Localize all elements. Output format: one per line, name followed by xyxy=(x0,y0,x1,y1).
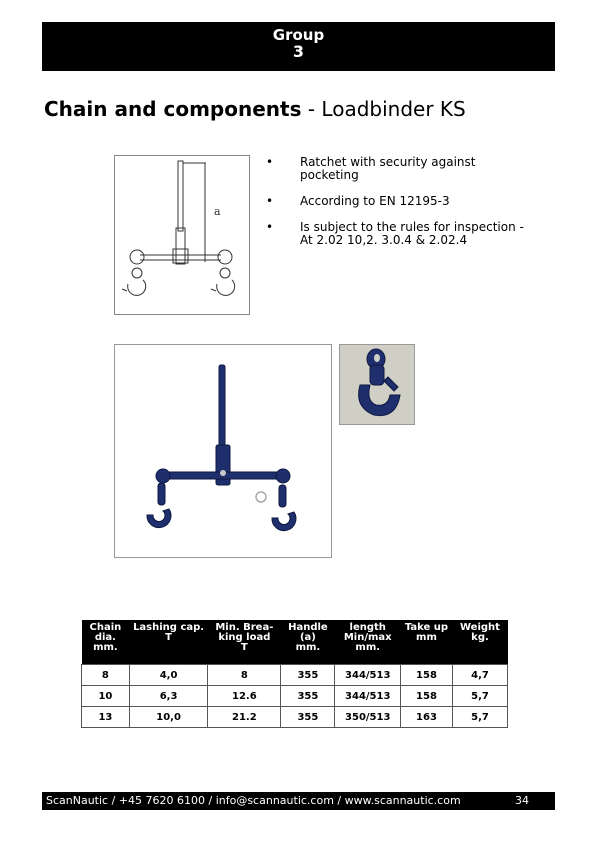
feature-list xyxy=(266,156,526,260)
feature-text: Ratchet with security against pocketing xyxy=(300,155,476,182)
cell-length: 350/513 xyxy=(335,707,401,728)
col-weight: Weight kg. xyxy=(452,620,507,665)
specification-table xyxy=(81,620,508,728)
cell-lashing-cap: 6,3 xyxy=(129,686,208,707)
dimension-label: a xyxy=(214,205,221,218)
loadbinder-photo xyxy=(115,345,331,557)
cell-handle: 355 xyxy=(281,707,335,728)
page-title xyxy=(44,97,466,121)
feature-item xyxy=(266,195,526,208)
bullet: • xyxy=(266,220,274,234)
cell-weight: 5,7 xyxy=(452,707,507,728)
table-header-row xyxy=(82,620,508,665)
group-number: 3 xyxy=(292,42,305,61)
hook-closeup-photo xyxy=(339,344,415,425)
col-take-up: Take up mm xyxy=(401,620,453,665)
table-row xyxy=(82,686,508,707)
hook-photo xyxy=(340,345,414,424)
cell-min-breaking-load: 12.6 xyxy=(208,686,281,707)
feature-text: According to EN 12195-3 xyxy=(300,194,450,208)
cell-chain-dia: 8 xyxy=(82,665,130,686)
table-row xyxy=(82,707,508,728)
group-label: Group xyxy=(272,26,325,44)
feature-text: Is subject to the rules for inspection - At 2.02 10,2. 3.0.4 & 2.02.4 xyxy=(300,220,524,247)
col-lashing-cap: Lashing cap. T xyxy=(129,620,208,665)
col-chain-dia: Chain dia. mm. xyxy=(82,620,130,665)
footer xyxy=(42,792,555,810)
bullet: • xyxy=(266,155,274,169)
cell-min-breaking-load: 8 xyxy=(208,665,281,686)
cell-take-up: 163 xyxy=(401,707,453,728)
page-number: 34 xyxy=(515,794,529,807)
cell-length: 344/513 xyxy=(335,686,401,707)
group-header xyxy=(42,22,555,71)
cell-take-up: 158 xyxy=(401,686,453,707)
cell-handle: 355 xyxy=(281,686,335,707)
feature-item xyxy=(266,156,526,182)
cell-take-up: 158 xyxy=(401,665,453,686)
title-rest: - Loadbinder KS xyxy=(301,97,466,121)
cell-handle: 355 xyxy=(281,665,335,686)
feature-item xyxy=(266,221,526,247)
cell-length: 344/513 xyxy=(335,665,401,686)
technical-drawing xyxy=(114,155,250,315)
cell-chain-dia: 10 xyxy=(82,686,130,707)
cell-chain-dia: 13 xyxy=(82,707,130,728)
loadbinder-drawing xyxy=(115,156,249,314)
table-row xyxy=(82,665,508,686)
cell-lashing-cap: 10,0 xyxy=(129,707,208,728)
product-photo xyxy=(114,344,332,558)
col-min-breaking-load: Min. Brea- king load T xyxy=(208,620,281,665)
col-handle: Handle (a) mm. xyxy=(281,620,335,665)
cell-weight: 5,7 xyxy=(452,686,507,707)
footer-contact: ScanNautic / +45 7620 6100 / info@scannautic.com / www.scannautic.com xyxy=(46,794,461,807)
col-length: length Min/max mm. xyxy=(335,620,401,665)
cell-min-breaking-load: 21.2 xyxy=(208,707,281,728)
cell-weight: 4,7 xyxy=(452,665,507,686)
title-bold: Chain and components xyxy=(44,97,302,121)
cell-lashing-cap: 4,0 xyxy=(129,665,208,686)
bullet: • xyxy=(266,194,274,208)
